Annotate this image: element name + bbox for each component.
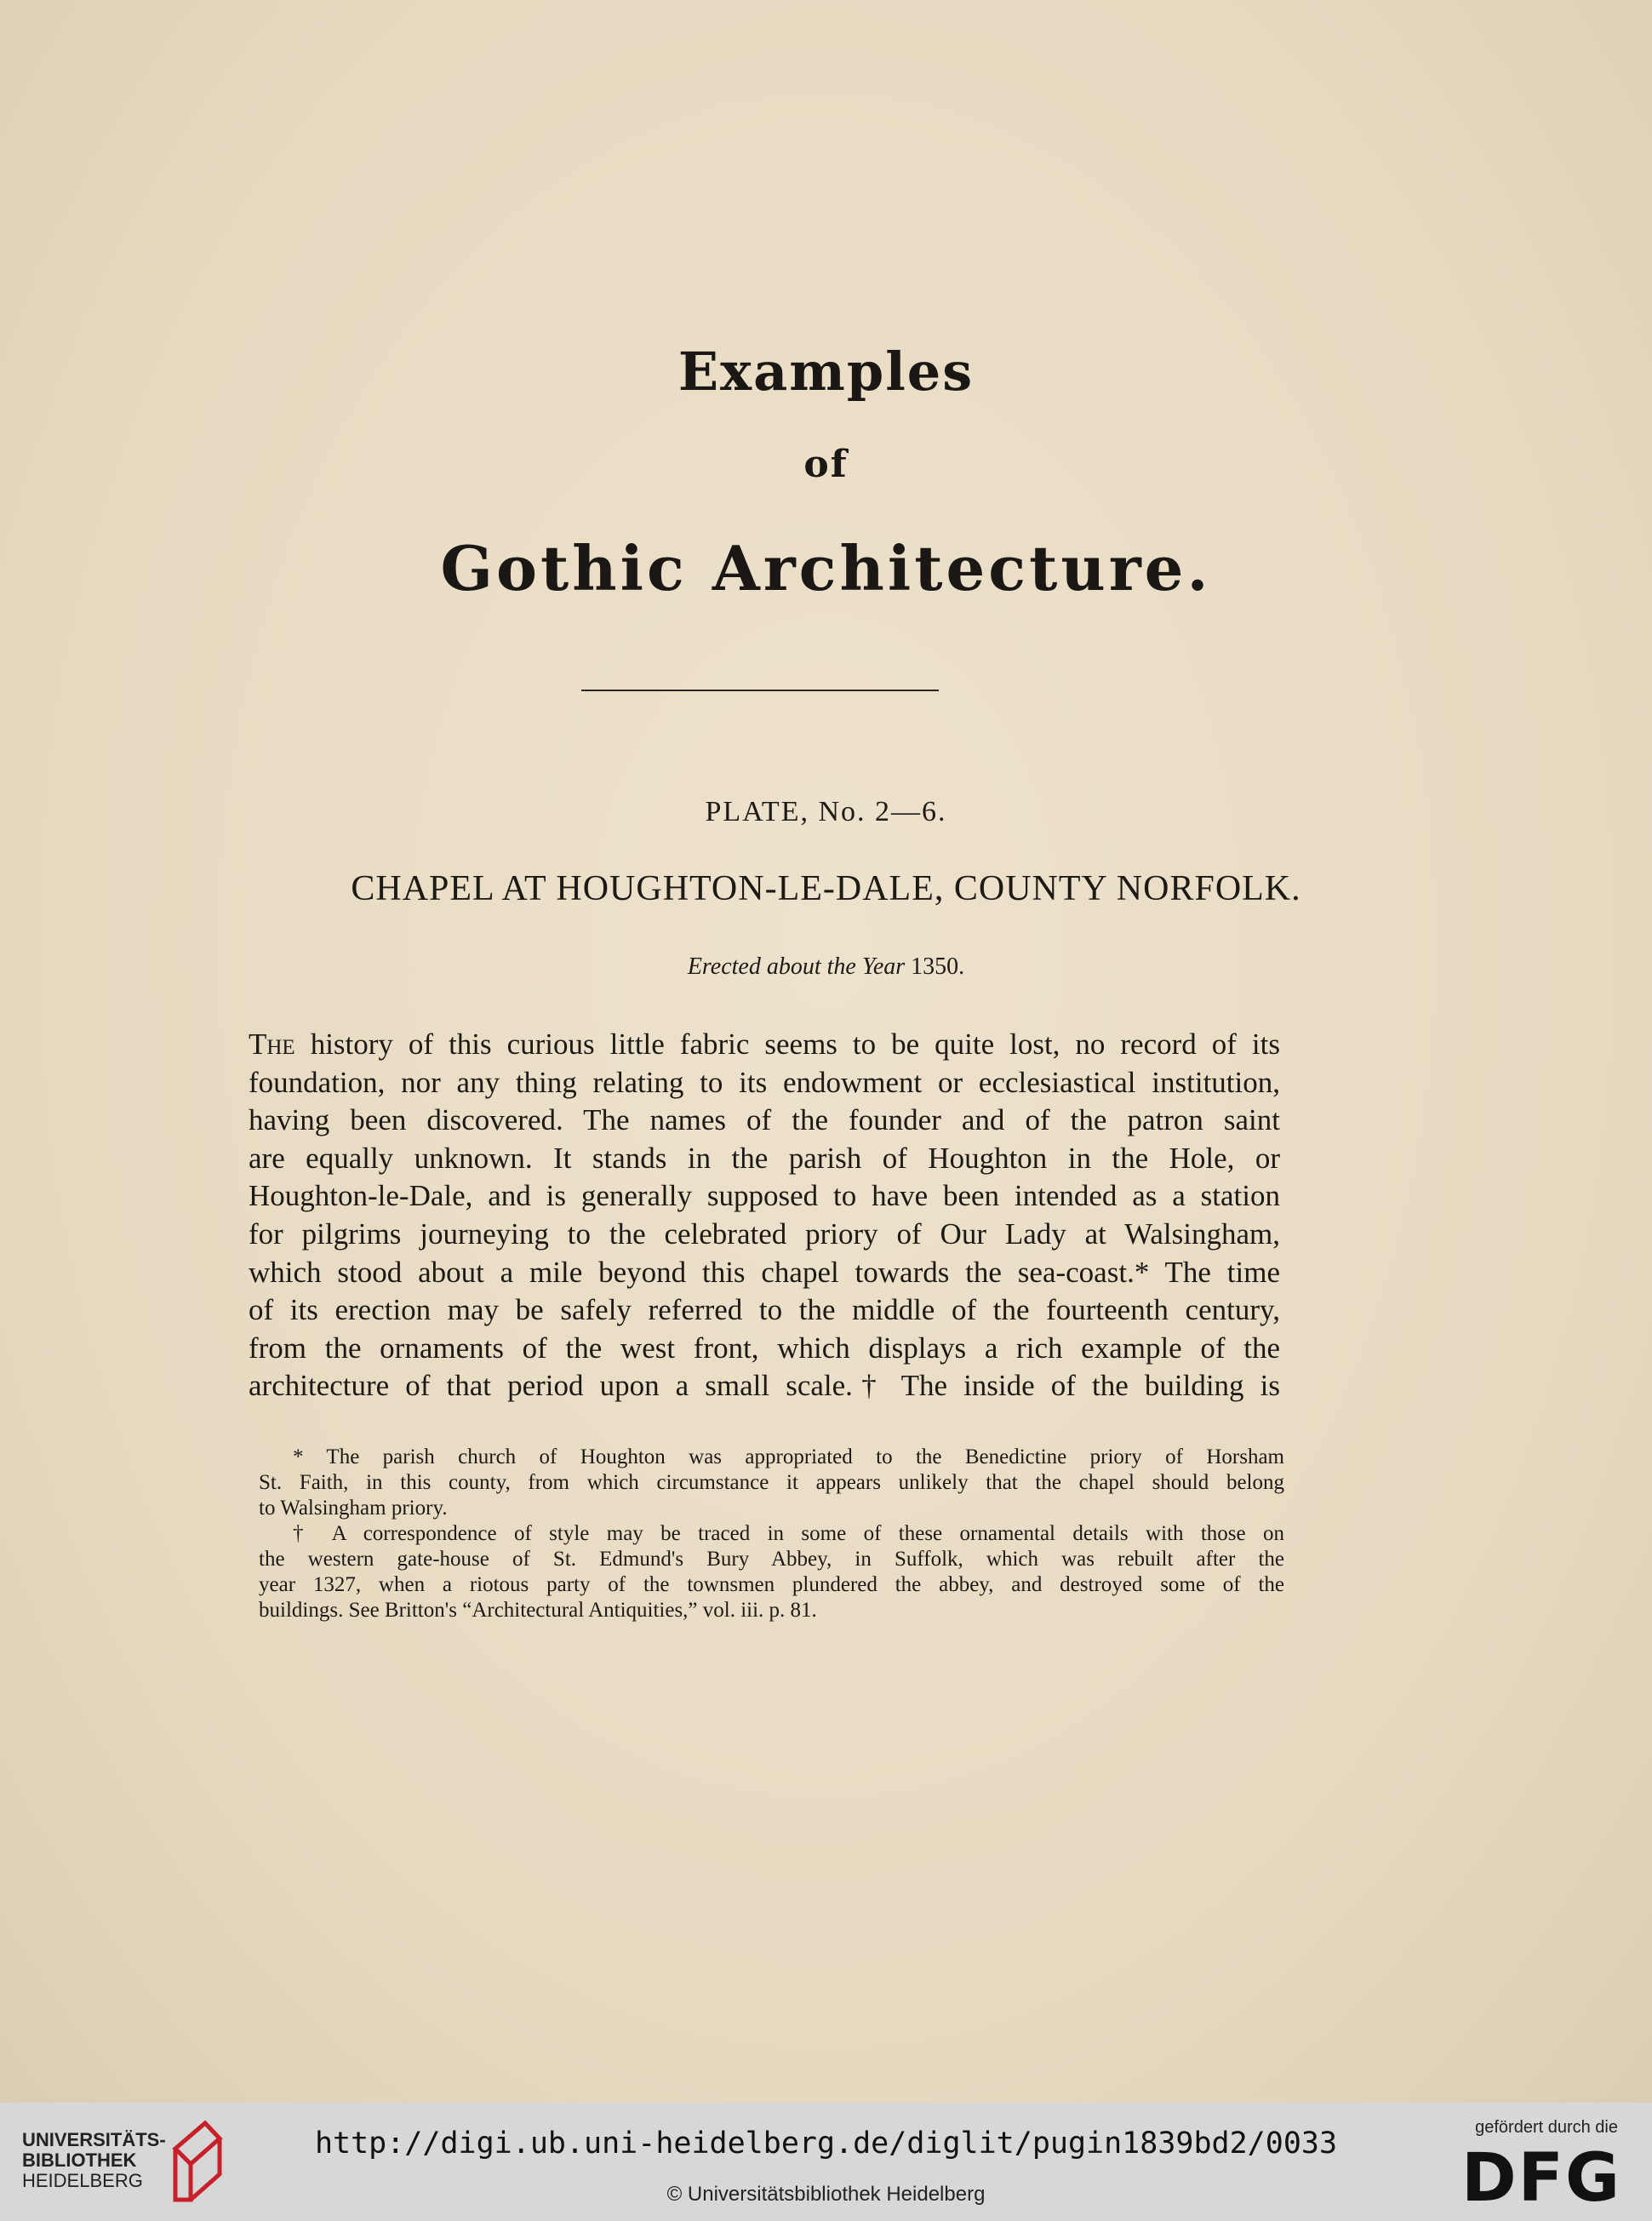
copyright-notice: © Universitätsbibliothek Heidelberg <box>666 2183 986 2206</box>
body-paragraph <box>249 1026 1280 1405</box>
erected-label: Erected about the Year <box>687 953 906 980</box>
footnote-line: buildings. See Britton's “Architectural Antiquities,” vol. iii. p. 81. <box>259 1599 817 1622</box>
dfg-logo: DFG <box>1461 2140 1621 2217</box>
body-line: having been discovered. The names of the founder and of the patron saint <box>249 1103 1280 1137</box>
logo-line-2: BIBLIOTHEK <box>22 2149 137 2171</box>
body-line: of its erection may be safely referred to the middle of the fourteenth century, <box>249 1293 1280 1327</box>
permalink-url[interactable]: http://digi.ub.uni-heidelberg.de/diglit/pugin1839bd2/0033 <box>314 2127 1338 2161</box>
body-line: which stood about a mile beyond this chapel towards the sea-coast.* The time <box>249 1255 1280 1289</box>
body-line: architecture of that period upon a small scale.† The inside of the building is <box>249 1369 1280 1403</box>
footnote-line: the western gate-house of St. Edmund's Bury Abbey, in Suffolk, which was rebuilt after the <box>259 1548 1284 1571</box>
body-line <box>249 1026 1280 1064</box>
footnote-line: * The parish church of Houghton was appropriated to the Benedictine priory of Horsham <box>293 1445 1284 1468</box>
body-line-text: history of this curious little fabric seems to be quite lost, no record of its <box>294 1027 1280 1061</box>
heading-gothic-architecture: Gothic Architecture. <box>440 532 1212 604</box>
body-line: from the ornaments of the west front, which displays a rich example of the <box>249 1331 1280 1365</box>
body-line: Houghton-le-Dale, and is generally supposed to have been intended as a station <box>249 1179 1280 1213</box>
footnote-line: St. Faith, in this county, from which circumstance it appears unlikely that the chapel should belong <box>259 1471 1284 1494</box>
chapel-title: CHAPEL AT HOUGHTON-LE-DALE, COUNTY NORFOLK. <box>351 869 1301 908</box>
footnotes <box>259 1445 1284 1623</box>
heading-of: of <box>803 443 849 486</box>
footnote-line: year 1327, when a riotous party of the townsmen plundered the abbey, and destroyed some of the <box>259 1573 1284 1596</box>
funded-by-label: gefördert durch die <box>1475 2118 1618 2137</box>
footnote-line: to Walsingham priory. <box>259 1497 448 1520</box>
erected-date <box>0 953 1652 981</box>
logo-line-1: UNIVERSITÄTS- <box>22 2129 166 2150</box>
viewer-footer <box>0 2103 1652 2221</box>
body-line: foundation, nor any thing relating to its endowment or ecclesiastical institution, <box>249 1065 1280 1099</box>
title-divider <box>581 690 939 691</box>
body-line: for pilgrims journeying to the celebrated priory of Our Lady at Walsingham, <box>249 1216 1280 1251</box>
erected-year: 1350. <box>911 953 965 980</box>
footnote-line: † A correspondence of style may be traced in some of these ornamental details with those on <box>293 1522 1284 1545</box>
heading-examples: Examples <box>677 341 975 403</box>
plate-number: PLATE, No. 2—6. <box>705 796 947 827</box>
body-first-word: The <box>249 1027 295 1061</box>
body-line: are equally unknown. It stands in the parish of Houghton in the Hole, or <box>249 1141 1280 1175</box>
logo-line-3: HEIDELBERG <box>22 2170 143 2191</box>
